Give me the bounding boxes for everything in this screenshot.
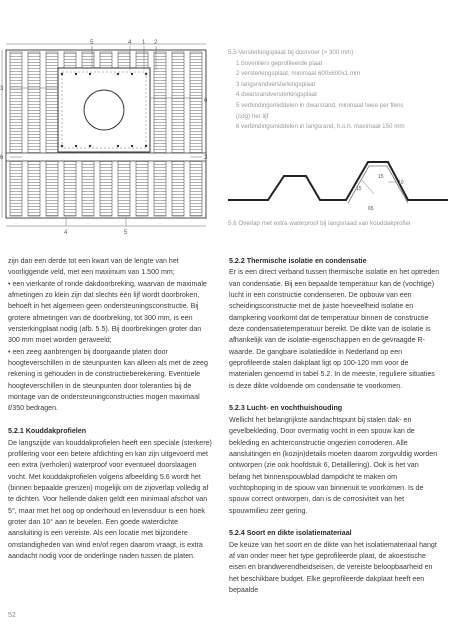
caption-list bbox=[228, 59, 446, 133]
label-6-left: 6 bbox=[0, 155, 4, 161]
label-4-bottom: 4 bbox=[64, 230, 68, 236]
paragraph: zijn dan een derde tot een kwart van de lengte van het voorliggende veld, met een maximum van 1.500 mm; bbox=[8, 257, 179, 277]
caption-title: 5.5 Versterkingsplaat bij doorvoer (> 300 mm) bbox=[228, 49, 354, 56]
paragraph: • een vierkante of ronde dakdoorbreking, waarvan de maximale afmetingen zo klein zijn dat slechts één lijf wordt doorbroken, behoeft in het algemeen geen ondersteuningsconstructie. Bij grotere afmetingen van de doorbreking, tot 300 mm, is een versterkingplaat nodig (afb. 5.5). Bij doorbrekingen groter dan 300 mm moet worden geraveeld; bbox=[8, 279, 207, 345]
right-text-column bbox=[229, 256, 441, 596]
section-heading: 5.2.3 Lucht- en vochthuishouding bbox=[229, 404, 343, 413]
label-6-right: 6 bbox=[204, 98, 208, 104]
label-4: 4 bbox=[128, 40, 132, 46]
paragraph: Wellicht het belangrijkste aandachtspunt bij stalen dak- en gevelbekleding. Door overmatig vocht in een spouw kan de bekleding en achterconstructie ongezien corroderen. Alle aansluitingen en (kozijn)details moeten daarom zorgvuldig worden ontworpen (zie ook hoofdstuk 6, Detaillering). Ook is het van belang het binnenspouwblad dampdicht te maken om vochtophoping in de spouw van binnenuit te voorkomen. Is de spouw correct ontworpen, dan is de corrosiviteit van het spouwmilieu zeer gering. bbox=[229, 415, 438, 515]
caption-item: 1 bovenliers geprofileerde plaat bbox=[236, 59, 323, 67]
label-3-right: 3 bbox=[204, 155, 208, 161]
caption-item: 2 versterkingsplaat, minimaal 600x600x1 mm bbox=[236, 70, 361, 78]
left-text-column bbox=[8, 256, 213, 562]
caption-item: (cdg) her lijf bbox=[236, 112, 269, 120]
caption-item: 5 verbindingsmiddelen in dwarsrand, minimaal twee per flens bbox=[236, 101, 404, 109]
dim-label-15-a: 15 bbox=[356, 186, 362, 192]
paragraph: • een zeeg aanbrengen bij doorgaande platen door hoogteverschillen in de steunpunten kan alleen als met de zeeg rekening is gehouden in de constructieberekening. Eventuele hoogteverschillen in de steunpunten door toleranties bij de montage van de ondersteuningconstructies mogen maximaal ℓ/350 bedragen. bbox=[8, 347, 208, 413]
paragraph: De langszijde van kouddakprofielen heeft een speciale (sterkere) profilering voor een betere afdichting en kan zijn uitgevoerd met een extra (verholen) waterproof voor eventueel doorslaagen vocht. Met kouddakprofielen volgens afbeelding 5.6 wordt het (binnen bepaalde grenzen) mogelijk om de zijoverlap volledig af te dichten. Voor hellende daken geldt een minimaal afschot van 5°, maar met het oog op onderhoud en levensduur is een hoek groter dan 10° aan te bevelen. Een goede waterdichte aansluiting is een vereiste. Als een locatie met bijzondere omstandigheden van wind en/of regen daarom vraagt, is extra aandacht nodig voor de onderlinge naden tussen de platen. bbox=[8, 438, 212, 560]
caption-item: 6 verbindingsmiddelen in langsrand, h.o.h. maximaal 150 mm bbox=[236, 123, 405, 131]
label-1: 1 bbox=[142, 40, 146, 46]
paragraph: Er is een direct verband tussen thermische isolatie en het optreden van condensatie. Bij een bepaalde temperatuur kan de (vochtige) lucht in een constructie condenseren. De opbouw van een scheidingsconstructie met de juiste hoeveelheid isolatie en dampkering voorkomt dat de temperatuur binnen de constructie deze condensatietemperatuur bereikt. De dikte van de isolatie is afhankelijk van de isolatie-eigenschappen en de gevraagde R-waarde. De gangbare isolatiedikte in Nederland op een geprofileerde stalen dakplaat ligt op 100-120 mm voor de materialen genoemd in tabel 5.2. In de meeste, reguliere situaties is deze dikte voldoende om condensatie te voorkomen. bbox=[229, 268, 440, 390]
section-heading: 5.2.1 Kouddakprofielen bbox=[8, 427, 87, 436]
caption-item: 4 dwarsrandversterkingsplaat bbox=[236, 91, 317, 99]
label-2: 2 bbox=[154, 40, 158, 46]
dim-label-65: 65 bbox=[368, 206, 374, 212]
section-heading: 5.2.4 Soort en dikte isolatiemateriaal bbox=[229, 529, 352, 538]
label-3-left: 3 bbox=[0, 86, 4, 92]
dim-label-15-b: 15 bbox=[378, 174, 384, 180]
page-number: 52 bbox=[8, 612, 16, 619]
section-heading: 5.2.2 Thermische isolatie en condensatie bbox=[229, 257, 367, 265]
label-5-bottom: 5 bbox=[124, 230, 128, 236]
paragraph: De keuze van het soort en de dikte van het isolatiemateriaal hangt af van onder meer het type geprofileerde plaat, de akoestische eisen en brandwerendheidseisen, de vereiste beloopbaarheid en het beschikbare budget. Elke geprofileerde dakplaat heeft een bepaalde bbox=[229, 540, 437, 594]
caption-item: 3 langsrandversterkingsplaat bbox=[236, 80, 316, 88]
dim-label-10: 10 bbox=[398, 180, 404, 186]
reinforcement-plate-drawing bbox=[0, 40, 216, 240]
label-5-top: 5 bbox=[90, 40, 94, 46]
figure-5-6-caption: 5.6 Overlap met extra waterproof bij langsnaad van kouddakprofiel bbox=[228, 220, 411, 227]
figure-5-5-caption bbox=[228, 48, 446, 133]
